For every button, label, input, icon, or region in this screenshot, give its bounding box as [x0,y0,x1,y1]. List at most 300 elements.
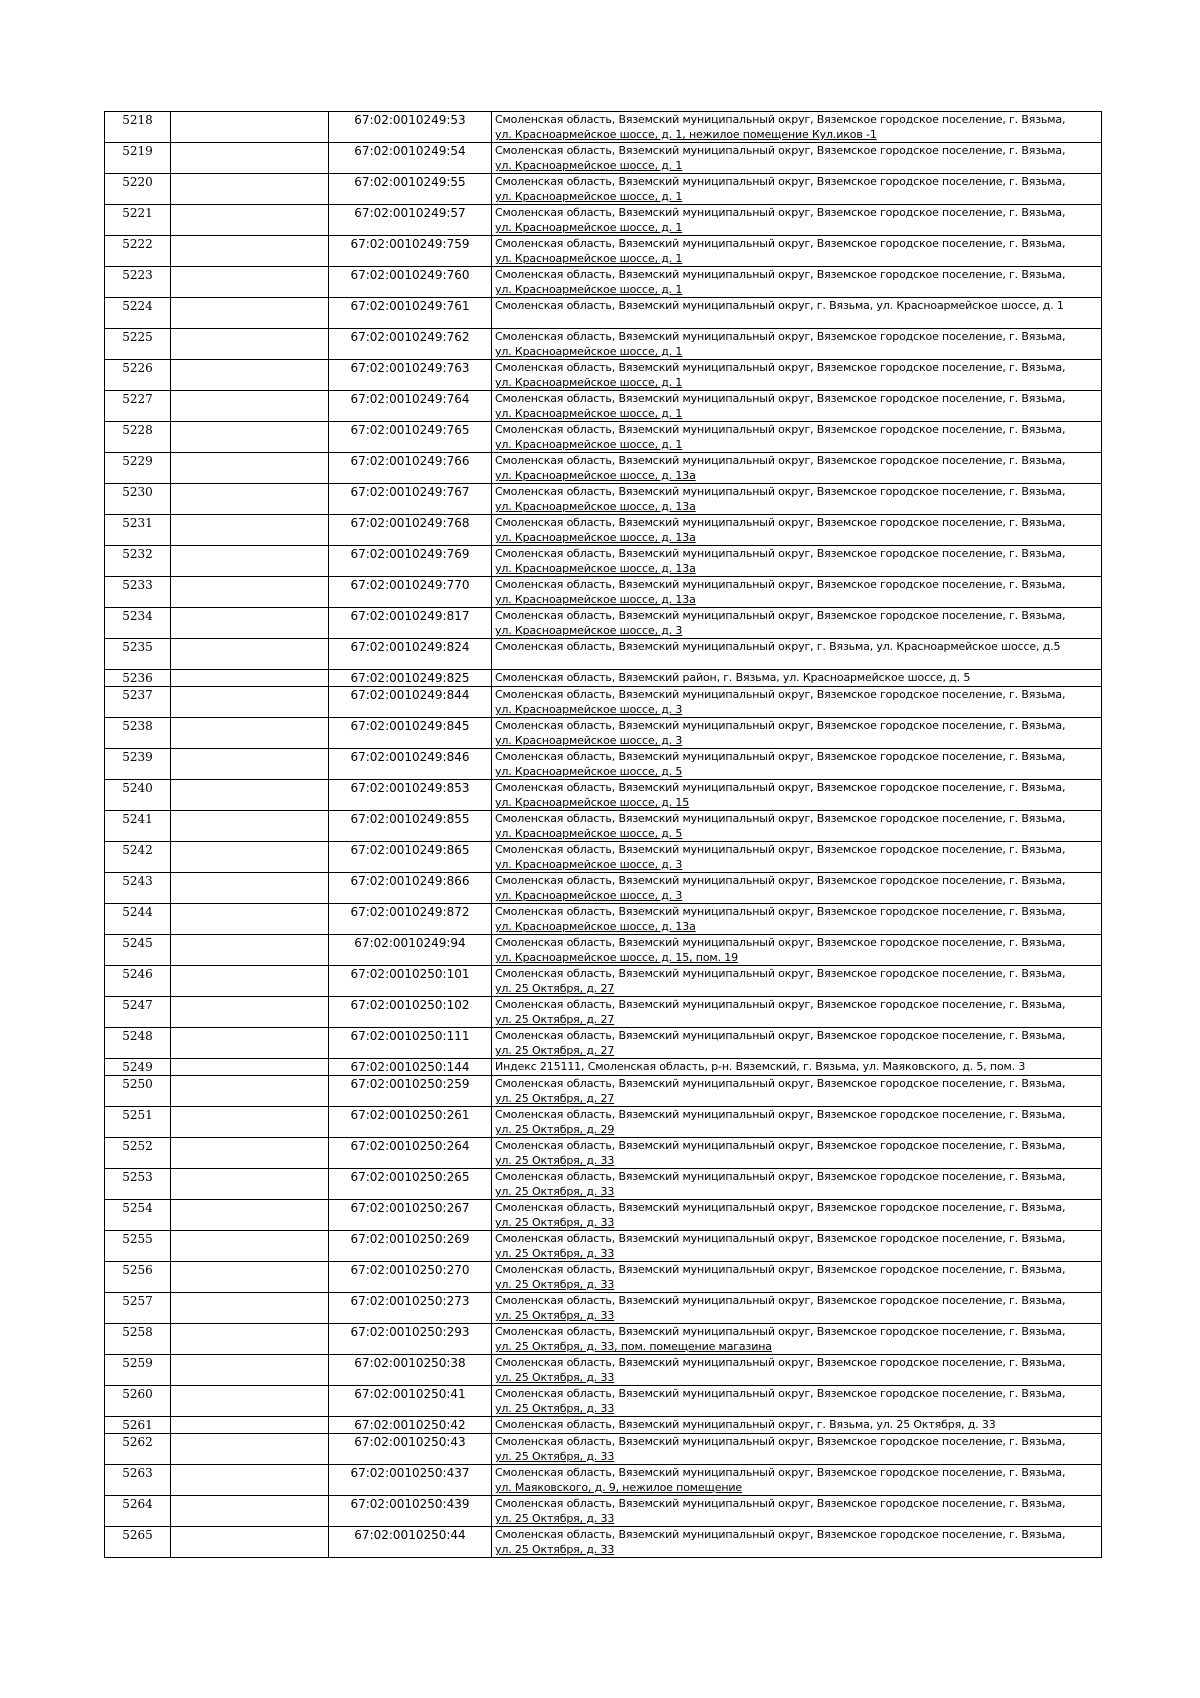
empty-cell [171,112,329,143]
table-row [105,1231,1102,1262]
address-line-1: Смоленская область, Вяземский муниципальный округ, Вяземское городское поселение, г. Вязьма, [495,843,1066,856]
address-line-2: ул. Красноармейское шоссе, д. 3 [495,858,683,871]
address-cell [492,1293,1102,1324]
address-line-2: ул. Красноармейское шоссе, д. 15, пом. 19 [495,951,738,964]
address-line-2: ул. 25 Октября, д. 33 [495,1512,615,1525]
cadastral-number-cell: 67:02:0010249:94 [329,935,492,966]
address-cell [492,422,1102,453]
empty-cell [171,1496,329,1527]
address-line-2: ул. Красноармейское шоссе, д. 15 [495,796,690,809]
empty-cell [171,811,329,842]
address-cell [492,1527,1102,1558]
cadastral-number-cell: 67:02:0010249:872 [329,904,492,935]
cadastral-number-cell: 67:02:0010249:817 [329,608,492,639]
address-line-1: Смоленская область, Вяземский муниципальный округ, Вяземское городское поселение, г. Вязьма, [495,423,1066,436]
address-line-1: Смоленская область, Вяземский муниципальный округ, Вяземское городское поселение, г. Вязьма, [495,719,1066,732]
empty-cell [171,1138,329,1169]
address-line-2: ул. 25 Октября, д. 27 [495,1092,615,1105]
empty-cell [171,639,329,670]
address-line-1: Смоленская область, Вяземский муниципальный округ, Вяземское городское поселение, г. Вязьма, [495,812,1066,825]
table-row [105,298,1102,329]
address-line-1: Смоленская область, Вяземский муниципальный округ, г. Вязьма, ул. 25 Октября, д. 33 [495,1418,996,1431]
empty-cell [171,546,329,577]
table-row [105,997,1102,1028]
address-cell [492,1076,1102,1107]
address-cell [492,298,1102,329]
address-line-2: ул. Красноармейское шоссе, д. 13а [495,531,696,544]
row-number-cell: 5218 [105,112,171,143]
table-row [105,639,1102,670]
address-cell [492,1138,1102,1169]
empty-cell [171,966,329,997]
address-line-2: ул. 25 Октября, д. 33 [495,1371,615,1384]
empty-cell [171,1434,329,1465]
cadastral-number-cell: 67:02:0010250:265 [329,1169,492,1200]
cadastral-number-cell: 67:02:0010249:853 [329,780,492,811]
table-row [105,1293,1102,1324]
address-line-1: Смоленская область, Вяземский муниципальный округ, Вяземское городское поселение, г. Вязьма, [495,578,1066,591]
empty-cell [171,1355,329,1386]
empty-cell [171,749,329,780]
cadastral-number-cell: 67:02:0010250:144 [329,1059,492,1076]
address-line-2: ул. Красноармейское шоссе, д. 1 [495,345,683,358]
address-line-1: Смоленская область, Вяземский муниципальный округ, Вяземское городское поселение, г. Вязьма, [495,905,1066,918]
empty-cell [171,205,329,236]
empty-cell [171,904,329,935]
row-number-cell: 5246 [105,966,171,997]
address-line-1: Смоленская область, Вяземский муниципальный округ, Вяземское городское поселение, г. Вязьма, [495,1263,1066,1276]
address-line-2: ул. Красноармейское шоссе, д. 1 [495,252,683,265]
address-line-2: ул. 25 Октября, д. 33 [495,1185,615,1198]
row-number-cell: 5224 [105,298,171,329]
cadastral-number-cell: 67:02:0010250:437 [329,1465,492,1496]
address-line-2: ул. Красноармейское шоссе, д. 1, нежилое помещение Кул.иков -1 [495,128,877,141]
empty-cell [171,236,329,267]
address-line-2: ул. Красноармейское шоссе, д. 3 [495,734,683,747]
address-line-1: Смоленская область, Вяземский муниципальный округ, Вяземское городское поселение, г. Вязьма, [495,750,1066,763]
address-line-1: Смоленская область, Вяземский муниципальный округ, Вяземское городское поселение, г. Вязьма, [495,454,1066,467]
address-cell [492,1028,1102,1059]
row-number-cell: 5261 [105,1417,171,1434]
cadastral-number-cell: 67:02:0010249:761 [329,298,492,329]
empty-cell [171,422,329,453]
cadastral-number-cell: 67:02:0010250:44 [329,1527,492,1558]
table-row [105,143,1102,174]
address-line-2: ул. Красноармейское шоссе, д. 13а [495,562,696,575]
address-line-2: ул. Красноармейское шоссе, д. 1 [495,376,683,389]
address-line-1: Смоленская область, Вяземский муниципальный округ, Вяземское городское поселение, г. Вязьма, [495,113,1066,126]
cadastral-number-cell: 67:02:0010250:43 [329,1434,492,1465]
address-cell [492,112,1102,143]
empty-cell [171,842,329,873]
address-cell [492,484,1102,515]
address-line-1: Смоленская область, Вяземский муниципальный округ, Вяземское городское поселение, г. Вязьма, [495,609,1066,622]
row-number-cell: 5254 [105,1200,171,1231]
cadastral-number-cell: 67:02:0010250:267 [329,1200,492,1231]
address-cell [492,391,1102,422]
empty-cell [171,1417,329,1434]
address-line-2: ул. 25 Октября, д. 33 [495,1543,615,1556]
row-number-cell: 5262 [105,1434,171,1465]
address-cell [492,174,1102,205]
address-line-1: Смоленская область, Вяземский муниципальный округ, Вяземское городское поселение, г. Вязьма, [495,1325,1066,1338]
address-line-2: ул. 25 Октября, д. 33 [495,1154,615,1167]
table-row [105,1262,1102,1293]
address-line-1: Смоленская область, Вяземский муниципальный округ, Вяземское городское поселение, г. Вязьма, [495,516,1066,529]
row-number-cell: 5249 [105,1059,171,1076]
address-cell [492,1386,1102,1417]
address-line-1: Смоленская область, Вяземский муниципальный округ, Вяземское городское поселение, г. Вязьма, [495,781,1066,794]
address-line-1: Смоленская область, Вяземский муниципальный округ, Вяземское городское поселение, г. Вязьма, [495,1077,1066,1090]
cadastral-number-cell: 67:02:0010249:760 [329,267,492,298]
address-cell [492,873,1102,904]
address-line-1: Смоленская область, Вяземский муниципальный округ, Вяземское городское поселение, г. Вязьма, [495,485,1066,498]
address-cell [492,904,1102,935]
address-line-1: Смоленская область, Вяземский муниципальный округ, Вяземское городское поселение, г. Вязьма, [495,688,1066,701]
row-number-cell: 5259 [105,1355,171,1386]
address-line-1: Смоленская область, Вяземский муниципальный округ, Вяземское городское поселение, г. Вязьма, [495,206,1066,219]
row-number-cell: 5222 [105,236,171,267]
cadastral-number-cell: 67:02:0010249:763 [329,360,492,391]
table-row [105,1417,1102,1434]
table-row [105,1355,1102,1386]
address-cell [492,780,1102,811]
table-row [105,670,1102,687]
row-number-cell: 5240 [105,780,171,811]
address-line-2: ул. Красноармейское шоссе, д. 13а [495,593,696,606]
address-line-2: ул. 25 Октября, д. 33 [495,1216,615,1229]
cadastral-number-cell: 67:02:0010250:42 [329,1417,492,1434]
address-line-1: Смоленская область, Вяземский муниципальный округ, Вяземское городское поселение, г. Вязьма, [495,1466,1066,1479]
address-cell [492,515,1102,546]
row-number-cell: 5238 [105,718,171,749]
empty-cell [171,360,329,391]
empty-cell [171,174,329,205]
address-cell [492,1355,1102,1386]
cadastral-number-cell: 67:02:0010249:57 [329,205,492,236]
row-number-cell: 5244 [105,904,171,935]
table-row [105,484,1102,515]
table-row [105,1138,1102,1169]
empty-cell [171,391,329,422]
address-line-1: Смоленская область, Вяземский муниципальный округ, Вяземское городское поселение, г. Вязьма, [495,967,1066,980]
empty-cell [171,484,329,515]
address-line-1: Смоленская область, Вяземский муниципальный округ, Вяземское городское поселение, г. Вязьма, [495,547,1066,560]
address-cell [492,1465,1102,1496]
address-cell [492,1200,1102,1231]
address-cell [492,687,1102,718]
cadastral-number-cell: 67:02:0010249:768 [329,515,492,546]
empty-cell [171,298,329,329]
address-cell [492,718,1102,749]
address-cell [492,842,1102,873]
row-number-cell: 5258 [105,1324,171,1355]
empty-cell [171,329,329,360]
table-row [105,1169,1102,1200]
row-number-cell: 5252 [105,1138,171,1169]
row-number-cell: 5265 [105,1527,171,1558]
cadastral-number-cell: 67:02:0010249:765 [329,422,492,453]
empty-cell [171,143,329,174]
cadastral-number-cell: 67:02:0010250:261 [329,1107,492,1138]
table-row [105,1059,1102,1076]
row-number-cell: 5227 [105,391,171,422]
address-line-1: Смоленская область, Вяземский муниципальный округ, Вяземское городское поселение, г. Вязьма, [495,1356,1066,1369]
cadastral-number-cell: 67:02:0010249:762 [329,329,492,360]
row-number-cell: 5237 [105,687,171,718]
cadastral-number-cell: 67:02:0010249:769 [329,546,492,577]
table-row [105,112,1102,143]
table-row [105,267,1102,298]
address-line-2: ул. Маяковского, д. 9, нежилое помещение [495,1481,743,1494]
address-line-1: Смоленская область, Вяземский муниципальный округ, Вяземское городское поселение, г. Вязьма, [495,1387,1066,1400]
address-line-1: Смоленская область, Вяземский муниципальный округ, Вяземское городское поселение, г. Вязьма, [495,936,1066,949]
address-cell [492,1434,1102,1465]
table-row [105,577,1102,608]
address-cell [492,1496,1102,1527]
address-line-1: Смоленская область, Вяземский муниципальный округ, г. Вязьма, ул. Красноармейское шоссе, д. 1 [495,299,1064,312]
empty-cell [171,1059,329,1076]
address-line-1: Смоленская область, Вяземский муниципальный округ, Вяземское городское поселение, г. Вязьма, [495,1528,1066,1541]
table-row [105,1107,1102,1138]
address-line-2: ул. Красноармейское шоссе, д. 1 [495,221,683,234]
address-cell [492,360,1102,391]
cadastral-number-cell: 67:02:0010249:865 [329,842,492,873]
address-line-1: Смоленская область, Вяземский муниципальный округ, Вяземское городское поселение, г. Вязьма, [495,1029,1066,1042]
address-line-2: ул. Красноармейское шоссе, д. 1 [495,407,683,420]
cadastral-number-cell: 67:02:0010249:866 [329,873,492,904]
cadastral-number-cell: 67:02:0010249:845 [329,718,492,749]
empty-cell [171,1465,329,1496]
address-line-1: Смоленская область, Вяземский муниципальный округ, Вяземское городское поселение, г. Вязьма, [495,268,1066,281]
address-line-1: Смоленская область, Вяземский муниципальный округ, Вяземское городское поселение, г. Вязьма, [495,1435,1066,1448]
cadastral-number-cell: 67:02:0010250:293 [329,1324,492,1355]
row-number-cell: 5247 [105,997,171,1028]
address-cell [492,1262,1102,1293]
address-line-1: Индекс 215111, Смоленская область, р-н. Вяземский, г. Вязьма, ул. Маяковского, д. 5, пом. 3 [495,1060,1026,1073]
address-line-2: ул. 25 Октября, д. 33 [495,1247,615,1260]
address-cell [492,966,1102,997]
address-cell [492,205,1102,236]
address-cell [492,1059,1102,1076]
address-cell [492,670,1102,687]
row-number-cell: 5219 [105,143,171,174]
empty-cell [171,1386,329,1417]
address-cell [492,236,1102,267]
cadastral-number-cell: 67:02:0010250:270 [329,1262,492,1293]
table-row [105,453,1102,484]
empty-cell [171,1324,329,1355]
row-number-cell: 5230 [105,484,171,515]
address-line-2: ул. Красноармейское шоссе, д. 1 [495,283,683,296]
address-cell [492,608,1102,639]
cadastral-number-cell: 67:02:0010249:767 [329,484,492,515]
empty-cell [171,1200,329,1231]
row-number-cell: 5243 [105,873,171,904]
table-row [105,780,1102,811]
table-row [105,1076,1102,1107]
row-number-cell: 5257 [105,1293,171,1324]
row-number-cell: 5241 [105,811,171,842]
row-number-cell: 5234 [105,608,171,639]
cadastral-number-cell: 67:02:0010250:439 [329,1496,492,1527]
cadastral-number-cell: 67:02:0010250:259 [329,1076,492,1107]
table-row [105,205,1102,236]
row-number-cell: 5236 [105,670,171,687]
address-line-2: ул. Красноармейское шоссе, д. 1 [495,438,683,451]
row-number-cell: 5245 [105,935,171,966]
table-row [105,1386,1102,1417]
row-number-cell: 5248 [105,1028,171,1059]
empty-cell [171,873,329,904]
address-line-2: ул. 25 Октября, д. 33 [495,1278,615,1291]
table-row [105,842,1102,873]
table-row [105,236,1102,267]
empty-cell [171,1231,329,1262]
cadastral-number-cell: 67:02:0010249:53 [329,112,492,143]
table-row [105,873,1102,904]
cadastral-number-cell: 67:02:0010250:273 [329,1293,492,1324]
address-line-2: ул. 25 Октября, д. 33 [495,1450,615,1463]
address-cell [492,997,1102,1028]
address-line-1: Смоленская область, Вяземский муниципальный округ, Вяземское городское поселение, г. Вязьма, [495,175,1066,188]
address-line-1: Смоленская область, Вяземский муниципальный округ, Вяземское городское поселение, г. Вязьма, [495,1294,1066,1307]
row-number-cell: 5239 [105,749,171,780]
address-line-1: Смоленская область, Вяземский муниципальный округ, Вяземское городское поселение, г. Вязьма, [495,1497,1066,1510]
table-row [105,1200,1102,1231]
address-cell [492,267,1102,298]
table-row [105,935,1102,966]
address-cell [492,453,1102,484]
address-cell [492,143,1102,174]
row-number-cell: 5226 [105,360,171,391]
address-cell [492,639,1102,670]
table-row [105,515,1102,546]
address-cell [492,811,1102,842]
row-number-cell: 5232 [105,546,171,577]
address-line-2: ул. Красноармейское шоссе, д. 13а [495,500,696,513]
table-row [105,360,1102,391]
empty-cell [171,997,329,1028]
row-number-cell: 5229 [105,453,171,484]
address-cell [492,1231,1102,1262]
row-number-cell: 5228 [105,422,171,453]
empty-cell [171,608,329,639]
address-line-2: ул. Красноармейское шоссе, д. 13а [495,469,696,482]
address-line-2: ул. 25 Октября, д. 33, пом. помещение магазина [495,1340,772,1353]
table-row [105,687,1102,718]
registry-table-body [105,112,1102,1558]
address-cell [492,546,1102,577]
cadastral-number-cell: 67:02:0010249:764 [329,391,492,422]
registry-table [104,111,1102,1558]
cadastral-number-cell: 67:02:0010249:770 [329,577,492,608]
cadastral-number-cell: 67:02:0010249:759 [329,236,492,267]
address-line-1: Смоленская область, Вяземский муниципальный округ, г. Вязьма, ул. Красноармейское шоссе, д.5 [495,640,1061,653]
empty-cell [171,1527,329,1558]
table-row [105,1324,1102,1355]
address-line-2: ул. 25 Октября, д. 27 [495,1044,615,1057]
row-number-cell: 5253 [105,1169,171,1200]
cadastral-number-cell: 67:02:0010249:766 [329,453,492,484]
address-line-1: Смоленская область, Вяземский муниципальный округ, Вяземское городское поселение, г. Вязьма, [495,361,1066,374]
address-line-1: Смоленская область, Вяземский муниципальный округ, Вяземское городское поселение, г. Вязьма, [495,237,1066,250]
address-cell [492,749,1102,780]
row-number-cell: 5221 [105,205,171,236]
cadastral-number-cell: 67:02:0010250:101 [329,966,492,997]
cadastral-number-cell: 67:02:0010250:269 [329,1231,492,1262]
empty-cell [171,453,329,484]
address-cell [492,1169,1102,1200]
address-line-1: Смоленская область, Вяземский муниципальный округ, Вяземское городское поселение, г. Вязьма, [495,874,1066,887]
address-line-1: Смоленская область, Вяземский муниципальный округ, Вяземское городское поселение, г. Вязьма, [495,144,1066,157]
empty-cell [171,1107,329,1138]
table-row [105,608,1102,639]
empty-cell [171,780,329,811]
row-number-cell: 5233 [105,577,171,608]
address-line-2: ул. Красноармейское шоссе, д. 5 [495,827,683,840]
empty-cell [171,670,329,687]
cadastral-number-cell: 67:02:0010250:264 [329,1138,492,1169]
cadastral-number-cell: 67:02:0010250:111 [329,1028,492,1059]
table-row [105,718,1102,749]
address-line-1: Смоленская область, Вяземский муниципальный округ, Вяземское городское поселение, г. Вязьма, [495,392,1066,405]
cadastral-number-cell: 67:02:0010250:102 [329,997,492,1028]
cadastral-number-cell: 67:02:0010250:41 [329,1386,492,1417]
cadastral-number-cell: 67:02:0010249:844 [329,687,492,718]
address-line-2: ул. 25 Октября, д. 29 [495,1123,615,1136]
row-number-cell: 5223 [105,267,171,298]
table-row [105,1527,1102,1558]
table-row [105,174,1102,205]
table-row [105,966,1102,997]
address-line-1: Смоленская область, Вяземский муниципальный округ, Вяземское городское поселение, г. Вязьма, [495,998,1066,1011]
address-line-2: ул. Красноармейское шоссе, д. 1 [495,159,683,172]
row-number-cell: 5242 [105,842,171,873]
address-line-1: Смоленская область, Вяземский район, г. Вязьма, ул. Красноармейское шоссе, д. 5 [495,671,971,684]
address-line-2: ул. Красноармейское шоссе, д. 3 [495,703,683,716]
address-line-1: Смоленская область, Вяземский муниципальный округ, Вяземское городское поселение, г. Вязьма, [495,1232,1066,1245]
address-line-2: ул. Красноармейское шоссе, д. 1 [495,190,683,203]
cadastral-number-cell: 67:02:0010249:54 [329,143,492,174]
row-number-cell: 5263 [105,1465,171,1496]
address-line-1: Смоленская область, Вяземский муниципальный округ, Вяземское городское поселение, г. Вязьма, [495,1108,1066,1121]
empty-cell [171,515,329,546]
table-row [105,904,1102,935]
address-cell [492,577,1102,608]
row-number-cell: 5235 [105,639,171,670]
address-line-2: ул. Красноармейское шоссе, д. 13а [495,920,696,933]
address-line-1: Смоленская область, Вяземский муниципальный округ, Вяземское городское поселение, г. Вязьма, [495,1170,1066,1183]
cadastral-number-cell: 67:02:0010249:855 [329,811,492,842]
row-number-cell: 5231 [105,515,171,546]
address-line-2: ул. Красноармейское шоссе, д. 3 [495,624,683,637]
table-row [105,1465,1102,1496]
empty-cell [171,718,329,749]
cadastral-number-cell: 67:02:0010249:825 [329,670,492,687]
address-line-2: ул. 25 Октября, д. 27 [495,982,615,995]
empty-cell [171,267,329,298]
table-row [105,1028,1102,1059]
row-number-cell: 5264 [105,1496,171,1527]
row-number-cell: 5260 [105,1386,171,1417]
cadastral-number-cell: 67:02:0010249:55 [329,174,492,205]
address-line-1: Смоленская область, Вяземский муниципальный округ, Вяземское городское поселение, г. Вязьма, [495,330,1066,343]
cadastral-number-cell: 67:02:0010250:38 [329,1355,492,1386]
address-cell [492,1107,1102,1138]
row-number-cell: 5255 [105,1231,171,1262]
empty-cell [171,687,329,718]
